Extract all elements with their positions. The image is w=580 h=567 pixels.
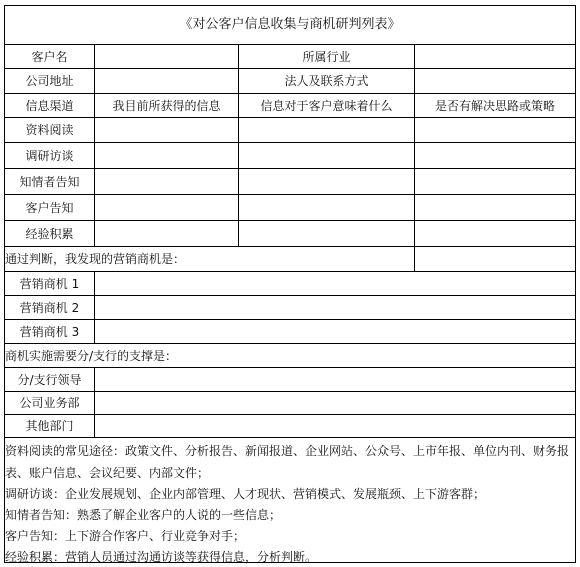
- note-line: 调研访谈：企业发展规划、企业内部管理、人才现状、营销模式、发展瓶颈、上下游客群；: [5, 487, 486, 501]
- grid-line: [94, 271, 95, 343]
- channel-label: 经验积累: [25, 226, 74, 241]
- opportunity-intro: 通过判断，我发现的营销商机是：: [5, 252, 186, 266]
- header-solution: 是否有解决思路或策略: [434, 98, 555, 113]
- customer-name-field[interactable]: [95, 45, 238, 68]
- channel-label: 资料阅读: [25, 123, 74, 137]
- label-customer-name: 客户名: [31, 49, 68, 64]
- channel-label: 调研访谈: [25, 148, 74, 163]
- support-label: 公司业务部: [19, 396, 80, 410]
- industry-field[interactable]: [415, 45, 575, 68]
- note-line: 经验积累：营销人员通过沟通访谈等获得信息，分析判断。: [5, 550, 318, 564]
- header-channel: 信息渠道: [25, 98, 74, 113]
- note-line: 资料阅读的常见途径：政策文件、分析报告、新闻报道、企业网站、公众号、上市年报、单位内刊、财务报: [5, 444, 570, 458]
- header-obtained-info: 我目前所获得的信息: [112, 98, 221, 113]
- opportunity-label: 营销商机 1: [19, 276, 80, 291]
- grid-line: [5, 437, 575, 438]
- label-legal-person-contact: 法人及联系方式: [284, 74, 369, 88]
- channel-label: 客户告知: [25, 200, 74, 215]
- support-label: 其他部门: [25, 419, 74, 433]
- legal-person-contact-field[interactable]: [415, 69, 575, 93]
- grid-line: [94, 367, 95, 437]
- note-line: 知情者告知：熟悉了解企业客户的人说的一些信息；: [5, 508, 282, 522]
- header-meaning: 信息对于客户意味着什么: [260, 98, 393, 113]
- opportunity-label: 营销商机 2: [19, 300, 80, 315]
- note-line: 表、账户信息、会议纪要、内部文件；: [5, 466, 210, 480]
- label-company-address: 公司地址: [25, 74, 74, 88]
- note-line: 客户告知：上下游合作客户、行业竞争对手；: [5, 529, 246, 543]
- opportunity-label: 营销商机 3: [19, 324, 80, 339]
- support-intro: 商机实施需要分/支行的支撑是：: [5, 348, 178, 363]
- company-address-field[interactable]: [95, 69, 238, 93]
- info-collection-form: [4, 5, 576, 563]
- label-industry: 所属行业: [302, 49, 351, 64]
- form-title: 《对公客户信息收集与商机研判列表》: [179, 17, 401, 32]
- support-label: 分/支行领导: [17, 372, 82, 387]
- channel-label: 知情者告知: [19, 174, 80, 189]
